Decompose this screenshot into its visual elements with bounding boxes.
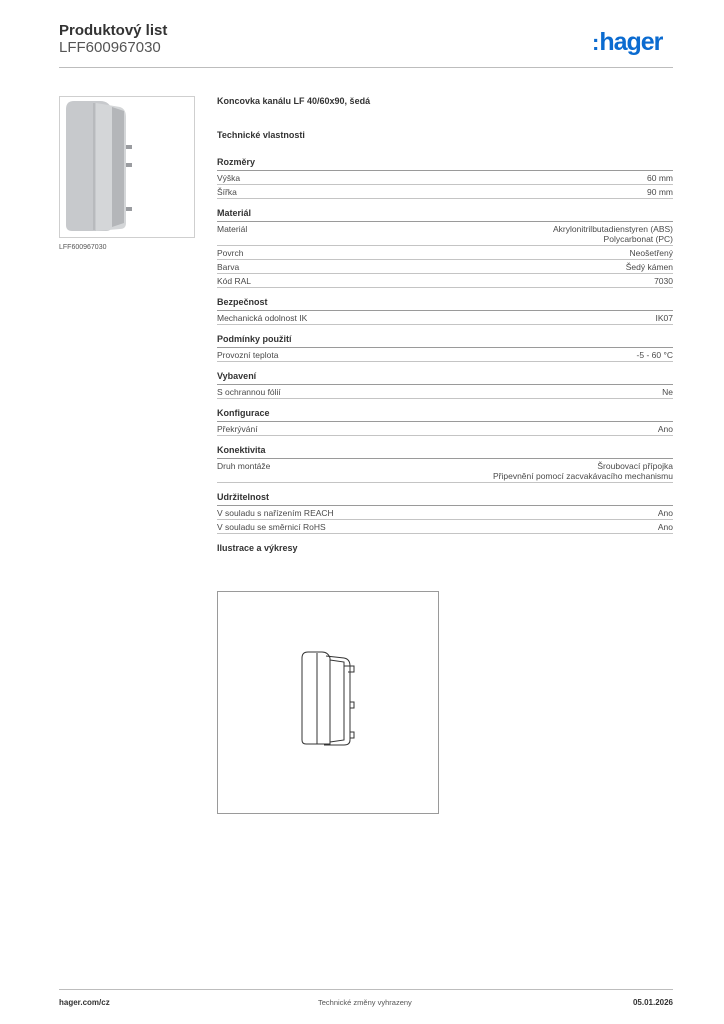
spec-value	[658, 522, 673, 532]
spec-label: Kód RAL	[217, 276, 252, 286]
product-name: Koncovka kanálu LF 40/60x90, šedá	[217, 96, 371, 106]
spec-group	[217, 445, 673, 483]
spec-label: Materiál	[217, 224, 248, 234]
spec-label: Mechanická odolnost IK	[217, 313, 308, 323]
end-cap-drawing	[218, 592, 438, 813]
spec-group	[217, 492, 673, 534]
spec-group-title: Rozměry	[217, 157, 673, 171]
spec-value-line: 90 mm	[647, 187, 673, 197]
spec-group-title: Podmínky použití	[217, 334, 673, 348]
spec-group-title: Konektivita	[217, 445, 673, 459]
spec-row	[217, 171, 673, 185]
spec-label: V souladu s nařízením REACH	[217, 508, 334, 518]
spec-value	[626, 262, 673, 272]
illustration-frame	[217, 591, 439, 814]
spec-label: Výška	[217, 173, 241, 183]
spec-label: Šířka	[217, 187, 237, 197]
spec-value	[662, 387, 673, 397]
spec-row	[217, 520, 673, 534]
hager-logo: :hager	[592, 28, 663, 56]
footer-note: Technické změny vyhrazeny	[318, 998, 412, 1007]
spec-value-line: 7030	[654, 276, 673, 286]
spec-group-title: Konfigurace	[217, 408, 673, 422]
spec-group	[217, 334, 673, 362]
spec-row	[217, 260, 673, 274]
spec-value-line: Šedý kámen	[625, 262, 673, 272]
spec-row	[217, 459, 673, 483]
specs-panel	[217, 96, 673, 553]
spec-value	[658, 508, 673, 518]
spec-value	[647, 173, 673, 183]
spec-row	[217, 422, 673, 436]
spec-group	[217, 157, 673, 199]
footer-date: 05.01.2026	[632, 998, 673, 1007]
spec-value-line: 60 mm	[647, 173, 673, 183]
spec-value	[630, 248, 673, 258]
product-thumbnail	[59, 96, 195, 238]
spec-value-line: Ne	[662, 387, 673, 397]
spec-group	[217, 297, 673, 325]
header-divider	[59, 67, 673, 68]
spec-label: Druh montáže	[217, 461, 271, 471]
spec-label: Povrch	[217, 248, 244, 258]
spec-row	[217, 246, 673, 260]
spec-label: S ochrannou fólií	[217, 387, 281, 397]
spec-value	[656, 313, 674, 323]
spec-label: V souladu se směrnicí RoHS	[217, 522, 326, 532]
spec-value-line: Ano	[657, 508, 673, 518]
spec-group	[217, 371, 673, 399]
end-cap-image	[60, 97, 194, 237]
spec-label: Překrývání	[217, 424, 258, 434]
spec-row	[217, 348, 673, 362]
spec-group	[217, 208, 673, 288]
thumbnail-caption: LFF600967030	[59, 244, 107, 251]
spec-label: Provozní teplota	[217, 350, 279, 360]
spec-value-line: Ano	[657, 424, 673, 434]
spec-row	[217, 185, 673, 199]
spec-value	[637, 350, 673, 360]
spec-value-line: Šroubovací přípojka	[597, 461, 673, 471]
spec-value-line: -5 - 60 °C	[636, 350, 673, 360]
spec-row	[217, 311, 673, 325]
product-code: LFF600967030	[59, 39, 161, 56]
spec-group-title: Materiál	[217, 208, 673, 222]
spec-label: Barva	[217, 262, 240, 272]
spec-value-line: Ano	[657, 522, 673, 532]
illustrations-title: Ilustrace a výkresy	[217, 543, 298, 553]
footer-website: hager.com/cz	[59, 998, 110, 1007]
section-title: Technické vlastnosti	[217, 130, 305, 140]
spec-row	[217, 274, 673, 288]
spec-value-line: Připevnění pomocí zacvakávacího mechanismu	[492, 471, 673, 481]
spec-group-title: Bezpečnost	[217, 297, 673, 311]
spec-value-line: Polycarbonat (PC)	[603, 234, 673, 244]
spec-value-line: IK07	[655, 313, 673, 323]
spec-value	[553, 224, 673, 244]
spec-group	[217, 408, 673, 436]
spec-group-title: Vybavení	[217, 371, 673, 385]
page-title: Produktový list	[59, 22, 168, 39]
spec-value	[647, 187, 673, 197]
spec-value	[654, 276, 673, 286]
footer-divider	[59, 989, 673, 990]
spec-group-title: Udržitelnost	[217, 492, 673, 506]
spec-value-line: Neošetřený	[629, 248, 673, 258]
spec-row	[217, 385, 673, 399]
spec-row	[217, 222, 673, 246]
spec-groups	[217, 157, 673, 534]
spec-row	[217, 506, 673, 520]
spec-value	[493, 461, 673, 481]
spec-value-line: Akrylonitrilbutadienstyren (ABS)	[553, 224, 673, 234]
spec-value	[658, 424, 673, 434]
